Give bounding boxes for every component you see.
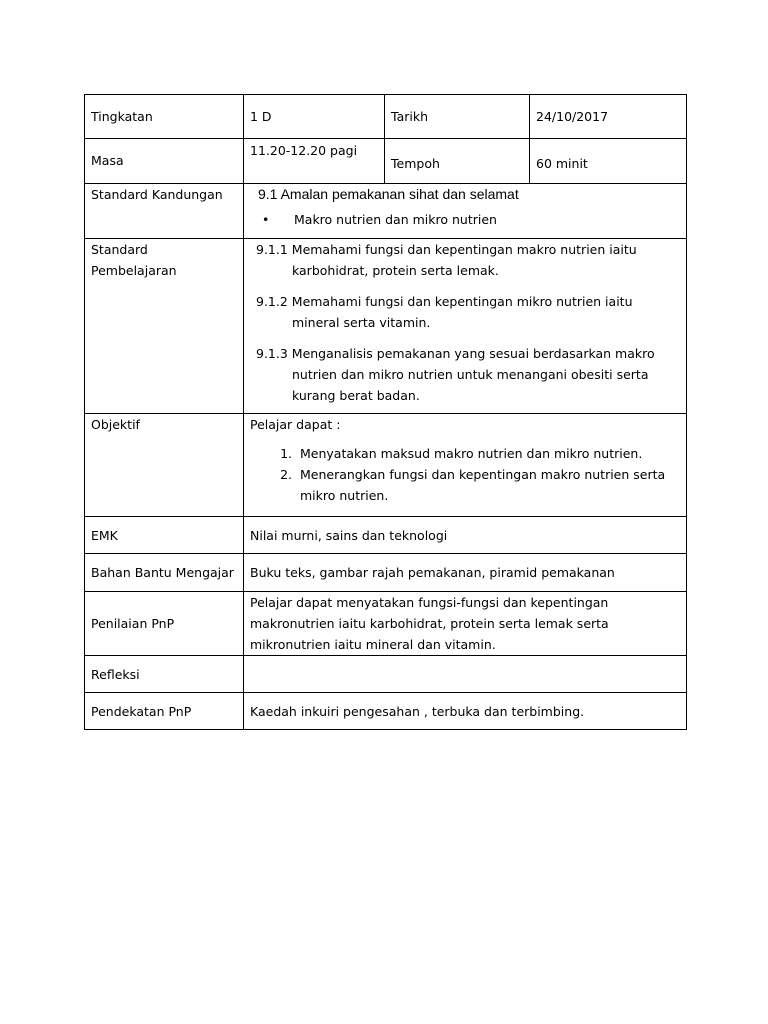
- lesson-plan-table: [84, 94, 687, 730]
- label-pendekatan: Pendekatan PnP: [85, 693, 244, 730]
- label-masa: Masa: [85, 139, 244, 184]
- label-penilaian: Penilaian PnP: [85, 592, 244, 656]
- value-refleksi: [244, 656, 687, 693]
- label-bbm: Bahan Bantu Mengajar: [85, 554, 244, 592]
- value-standard-pembelajaran: [244, 239, 687, 414]
- row-objektif: [85, 414, 687, 517]
- objektif-list: [250, 443, 680, 506]
- sp-item-1: 9.1.1 Memahami fungsi dan kepentingan makro nutrien iaitu karbohidrat, protein serta lemak.: [256, 242, 637, 278]
- value-tempoh: 60 minit: [530, 139, 687, 184]
- label-tempoh: Tempoh: [385, 139, 530, 184]
- row-penilaian: [85, 592, 687, 656]
- value-standard-kandungan: [244, 184, 687, 239]
- label-objektif: Objektif: [85, 414, 244, 517]
- value-penilaian: Pelajar dapat menyatakan fungsi-fungsi dan kepentingan makronutrien iaitu karbohidrat, protein serta lemak serta mikronutrien iaitu mineral dan vitamin.: [244, 592, 687, 656]
- row-refleksi: [85, 656, 687, 693]
- kandungan-title: 9.1 Amalan pemakanan sihat dan selamat: [258, 186, 519, 202]
- bullet-dot-icon: •: [262, 212, 270, 227]
- label-standard-kandungan: Standard Kandungan: [85, 184, 244, 239]
- sp-item-2: 9.1.2 Memahami fungsi dan kepentingan mikro nutrien iaitu mineral serta vitamin.: [256, 294, 633, 330]
- label-emk: EMK: [85, 517, 244, 554]
- label-standard-pembelajaran: Standard Pembelajaran: [85, 239, 244, 414]
- label-tarikh: Tarikh: [385, 95, 530, 139]
- objektif-intro: Pelajar dapat :: [250, 417, 341, 432]
- objektif-item-1: 1. Menyatakan maksud makro nutrien dan mikro nutrien.: [296, 443, 680, 464]
- sp-item-3: 9.1.3 Menganalisis pemakanan yang sesuai berdasarkan makro nutrien dan mikro nutrien untuk menangani obesiti serta kurang berat badan.: [256, 346, 655, 403]
- row-emk: [85, 517, 687, 554]
- kandungan-bullet-item: [250, 209, 680, 230]
- value-emk: Nilai murni, sains dan teknologi: [244, 517, 687, 554]
- label-tingkatan: Tingkatan: [85, 95, 244, 139]
- row-standard-kandungan: [85, 184, 687, 239]
- value-tarikh: 24/10/2017: [530, 95, 687, 139]
- value-masa: 11.20-12.20 pagi: [244, 139, 385, 184]
- row-bbm: [85, 554, 687, 592]
- value-pendekatan: Kaedah inkuiri pengesahan , terbuka dan terbimbing.: [244, 693, 687, 730]
- value-bbm: Buku teks, gambar rajah pemakanan, piramid pemakanan: [244, 554, 687, 592]
- value-objektif: [244, 414, 687, 517]
- row-pendekatan: [85, 693, 687, 730]
- objektif-item-2: 2. Menerangkan fungsi dan kepentingan makro nutrien serta mikro nutrien.: [296, 464, 680, 506]
- row-masa: [85, 139, 687, 184]
- label-refleksi: Refleksi: [85, 656, 244, 693]
- row-standard-pembelajaran: [85, 239, 687, 414]
- kandungan-bullet-text: Makro nutrien dan mikro nutrien: [294, 212, 497, 227]
- row-tingkatan: [85, 95, 687, 139]
- value-tingkatan: 1 D: [244, 95, 385, 139]
